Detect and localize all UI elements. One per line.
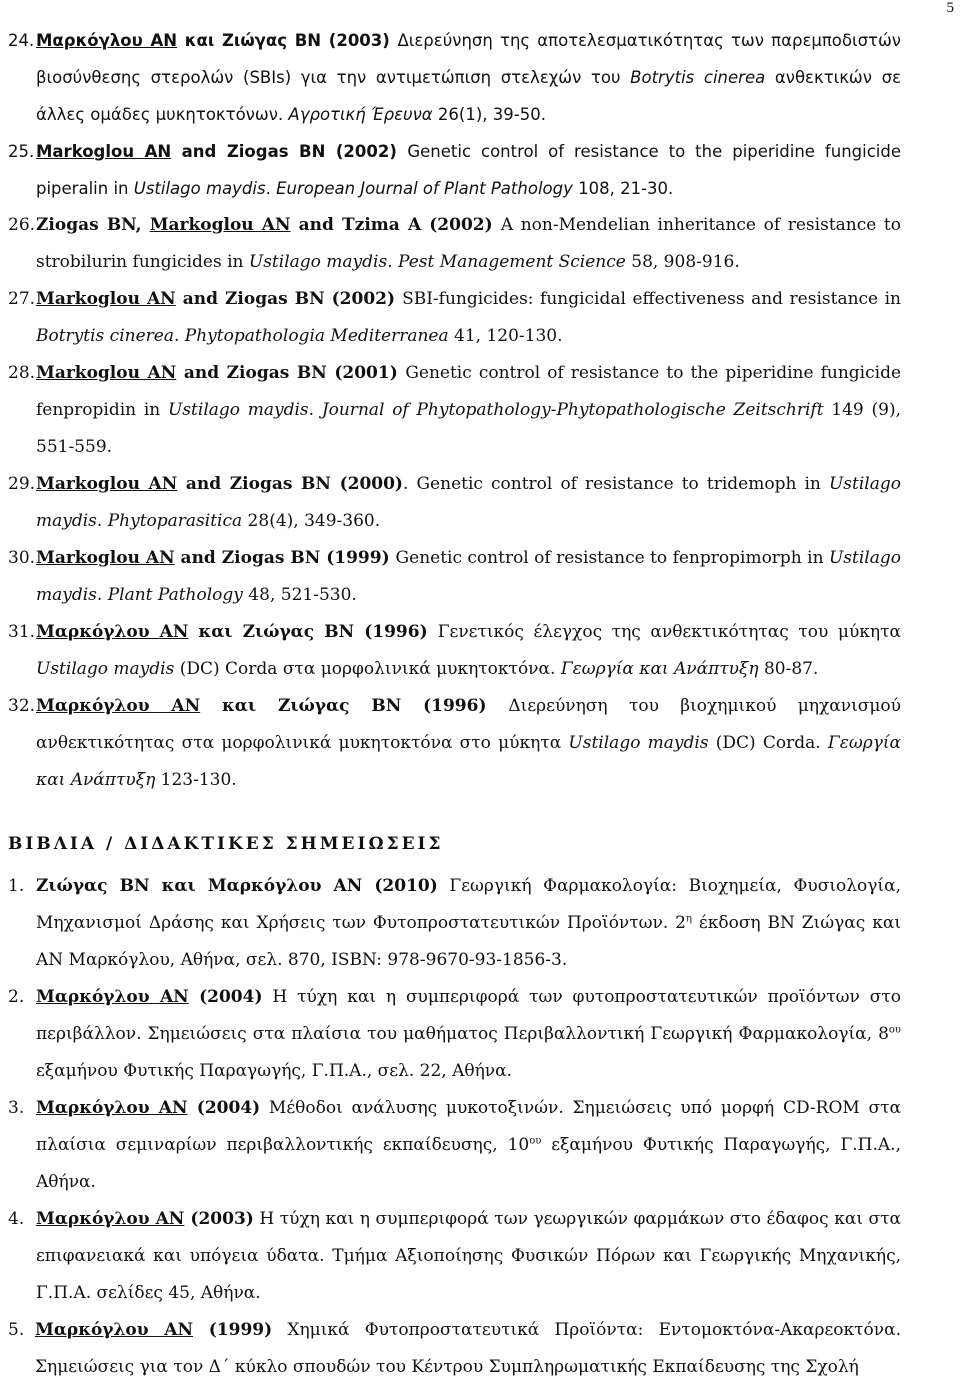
reference-author-underlined: Markoglou AN <box>36 142 172 161</box>
reference-title: Genetic control of resistance to the piperidine fungicide piperalin in <box>36 142 901 198</box>
book-5 <box>8 1312 901 1386</box>
reference-author-underlined: Markoglou AN <box>36 474 178 494</box>
reference-journal: Plant Pathology <box>107 585 243 605</box>
book-year: (2004) <box>187 1098 261 1118</box>
reference-species: Botrytis cinerea <box>630 68 766 87</box>
reference-authors: and Tzima A (2002) <box>290 215 501 235</box>
reference-journal: Pest Management Science <box>398 252 626 272</box>
reference-volume: 108, 21-30. <box>572 179 674 198</box>
book-number: 5. <box>8 1320 25 1340</box>
book-1 <box>8 868 901 979</box>
reference-authors: and Ziogas BN (1999) <box>174 548 396 568</box>
reference-authors: and Ziogas BN (2002) <box>171 142 408 161</box>
reference-31 <box>8 614 901 688</box>
reference-journal: Αγροτική Έρευνα <box>288 105 433 124</box>
book-year: (2003) <box>184 1209 254 1229</box>
reference-volume: 48, 521-530. <box>242 585 357 605</box>
reference-number: 28. <box>8 363 36 383</box>
book-superscript: ου <box>888 1024 901 1036</box>
book-number: 1. <box>8 876 25 896</box>
reference-title: Genetic control of resistance to fenpropimorph in <box>395 548 829 568</box>
reference-volume: 149 (9), 551-559. <box>36 400 901 457</box>
reference-species: Ustilago maydis <box>568 733 709 753</box>
reference-title: Διερεύνηση της αποτελεσματικότητας των παρεμποδιστών βιοσύνθεσης στερολών (SBIs) για την αντιμετώπιση στελεχών του <box>36 31 901 87</box>
book-text-cont: εξαμήνου Φυτικής Παραγωγής, Γ.Π.Α., σελ. 22, Αθήνα. <box>36 1061 513 1081</box>
reference-author-underlined: Μαρκόγλου ΑΝ <box>36 31 178 50</box>
reference-number: 32. <box>8 696 36 716</box>
book-number: 3. <box>8 1098 25 1118</box>
reference-species: Ustilago maydis <box>248 252 388 272</box>
reference-author-underlined: Markoglou AN <box>149 215 291 235</box>
reference-journal: Γεωργία και Ανάπτυξη <box>560 659 759 679</box>
reference-title-cont: . <box>308 400 322 420</box>
book-3 <box>8 1090 901 1201</box>
reference-species: Ustilago maydis <box>168 400 309 420</box>
book-text: Η τύχη και η συμπεριφορά των γεωργικών φαρμάκων στο έδαφος και στα επιφανειακά και υπόγεια ύδατα. Τμήμα Αξιοποίησης Φυσικών Πόρων και Γεωργικής Μηχανικής, Γ.Π.Α. σελίδες 45, Αθήνα. <box>36 1209 902 1303</box>
section-heading: ΒΙΒΛΙΑ / ΔΙΔΑΚΤΙΚΕΣ ΣΗΜΕΙΩΣΕΙΣ <box>8 834 444 854</box>
reference-volume: 26(1), 39-50. <box>432 105 546 124</box>
reference-25 <box>8 133 901 207</box>
reference-authors: and Ziogas BN (2001) <box>176 363 406 383</box>
reference-26 <box>8 207 901 281</box>
book-number: 2. <box>8 987 25 1007</box>
reference-author-underlined: Μαρκόγλου ΑΝ <box>36 696 201 716</box>
reference-title-cont: . <box>96 585 108 605</box>
reference-title-cont: (DC) Corda. <box>708 733 828 753</box>
reference-journal: European Journal of Plant Pathology <box>276 179 573 198</box>
reference-30 <box>8 540 901 614</box>
book-authors: Μαρκόγλου ΑΝ <box>36 1098 188 1118</box>
reference-title-cont: (DC) Corda στα μορφολινικά μυκητοκτόνα. <box>174 659 561 679</box>
reference-24 <box>8 22 901 133</box>
book-superscript: η <box>686 913 692 925</box>
reference-author-underlined: Μαρκόγλου ΑΝ <box>36 622 189 642</box>
reference-title-cont: ανθεκτικών σε άλλες ομάδες μυκητοκτόνων. <box>36 68 901 124</box>
page-number: 5 <box>946 0 954 16</box>
book-year: (1999) <box>193 1320 273 1340</box>
reference-number: 25. <box>8 142 35 161</box>
reference-authors: and Ziogas BN (2000) <box>177 474 403 494</box>
book-number: 4. <box>8 1209 25 1229</box>
reference-volume: 41, 120-130. <box>448 326 563 346</box>
reference-author-underlined: Markoglou AN <box>36 548 175 568</box>
reference-title-cont: . <box>96 511 108 531</box>
reference-title: SBI-fungicides: fungicidal effectiveness and resistance in <box>402 289 901 309</box>
reference-number: 29. <box>8 474 36 494</box>
reference-title: Διερεύνηση του βιοχημικού μηχανισμού ανθεκτικότητας στα μορφολινικά μυκητοκτόνα στο μύκητα <box>36 696 901 753</box>
reference-title-cont: . <box>387 252 399 272</box>
reference-volume: 123-130. <box>155 770 237 790</box>
book-authors: Μαρκόγλου ΑΝ <box>35 1320 194 1340</box>
reference-title: Γενετικός έλεγχος της ανθεκτικότητας του μύκητα <box>437 622 901 642</box>
book-superscript: ου <box>529 1135 542 1147</box>
reference-authors-pre: Ziogas BN, <box>36 215 150 235</box>
reference-title: A non-Mendelian inheritance of resistance to strobilurin fungicides in <box>36 215 901 272</box>
reference-28 <box>8 355 901 466</box>
document-body <box>8 22 901 1386</box>
reference-authors: and Ziogas BN (2002) <box>175 289 403 309</box>
reference-number: 26. <box>8 215 36 235</box>
reference-journal: Γεωργία και Ανάπτυξη <box>36 733 902 790</box>
reference-title: . Genetic control of resistance to tridemoph in <box>402 474 829 494</box>
reference-volume: 80-87. <box>758 659 819 679</box>
reference-authors: και Ζιώγας ΒΝ (2003) <box>177 31 398 50</box>
book-text: Μέθοδοι ανάλυσης μυκοτοξινών. Σημειώσεις υπό μορφή CD-ROM στα πλαίσια σεμιναρίων περιβαλλοντικής εκπαίδευσης, 10 <box>36 1098 902 1155</box>
reference-number: 31. <box>8 622 36 642</box>
reference-32 <box>8 688 901 799</box>
book-authors: Μαρκόγλου ΑΝ <box>36 987 189 1007</box>
reference-volume: 28(4), 349-360. <box>242 511 381 531</box>
reference-29 <box>8 466 901 540</box>
reference-journal: Phytopathologia Mediterranea <box>184 326 449 346</box>
reference-number: 27. <box>8 289 36 309</box>
reference-journal: Journal of Phytopathology-Phytopathologische Zeitschrift <box>321 400 824 420</box>
reference-number: 30. <box>8 548 36 568</box>
reference-species: Ustilago maydis <box>36 548 901 605</box>
book-authors: Μαρκόγλου ΑΝ <box>36 1209 185 1229</box>
reference-27 <box>8 281 901 355</box>
reference-title-cont: . <box>173 326 185 346</box>
reference-title-cont: . <box>265 179 277 198</box>
reference-volume: 58, 908-916. <box>625 252 740 272</box>
book-2 <box>8 979 901 1090</box>
reference-journal: Phytoparasitica <box>107 511 243 531</box>
reference-author-underlined: Markoglou AN <box>36 289 176 309</box>
book-4 <box>8 1201 901 1312</box>
reference-species: Ustilago maydis <box>133 179 266 198</box>
book-text-cont: έκδοση ΒΝ Ζιώγας και ΑΝ Μαρκόγλου, Αθήνα, σελ. 870, ISBN: 978-9670-93-1856-3. <box>36 913 901 970</box>
book-text: Χημικά Φυτοπροστατευτικά Προϊόντα: Εντομοκτόνα-Ακαρεοκτόνα. Σημειώσεις για τον Δ΄ κύκλο σπουδών του Κέντρου Συμπληρωματικής Εκπαίδευσης της Σχολή <box>35 1320 901 1377</box>
reference-title: Genetic control of resistance to the piperidine fungicide fenpropidin in <box>36 363 902 420</box>
book-text-cont: εξαμήνου Φυτικής Παραγωγής, Γ.Π.Α., Αθήνα. <box>36 1135 901 1192</box>
reference-author-underlined: Markoglou AN <box>36 363 177 383</box>
book-authors: Ζιώγας ΒΝ και Μαρκόγλου ΑΝ (2010) <box>36 876 438 896</box>
reference-authors: και Ζιώγας ΒΝ (1996) <box>200 696 509 716</box>
book-text: Η τύχη και η συμπεριφορά των φυτοπροστατευτικών προϊόντων στο περιβάλλον. Σημειώσεις στα πλαίσια του μαθήματος Περιβαλλοντική Γεωργική Φαρμακολογία, 8 <box>36 987 902 1044</box>
reference-species: Botrytis cinerea <box>36 326 174 346</box>
reference-species: Ustilago maydis <box>36 474 901 531</box>
book-text: Γεωργική Φαρμακολογία: Βιοχημεία, Φυσιολογία, Μηχανισμοί Δράσης και Χρήσεις των Φυτοπροστατευτικών Προϊόντων. 2 <box>36 876 901 933</box>
reference-number: 24. <box>8 31 35 50</box>
reference-species: Ustilago maydis <box>36 659 175 679</box>
reference-authors: και Ζιώγας ΒΝ (1996) <box>188 622 438 642</box>
book-year: (2004) <box>188 987 263 1007</box>
